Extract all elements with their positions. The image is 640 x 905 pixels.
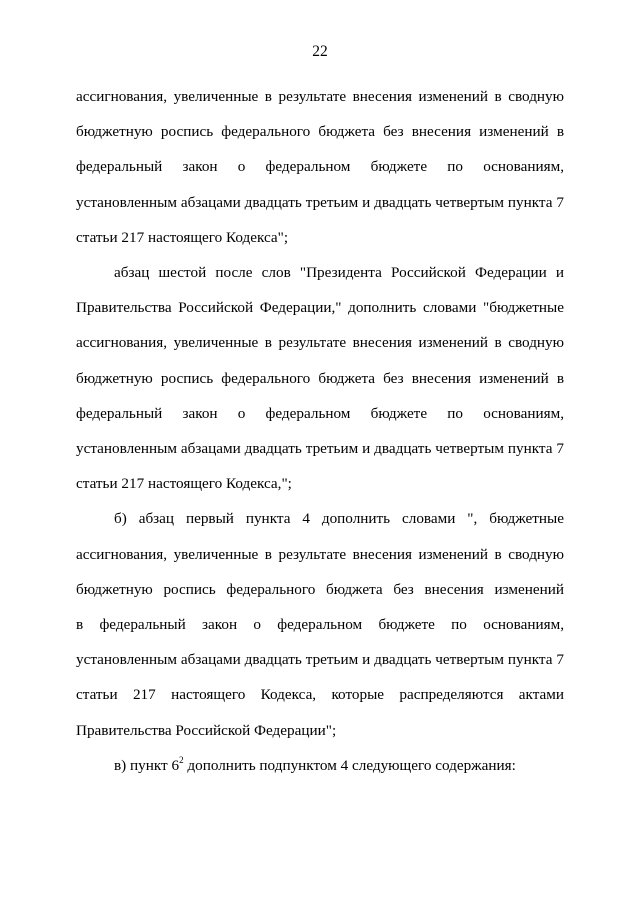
text-line: федеральный закон о федеральном бюджете по основаниям, [76, 158, 564, 176]
text-line: ассигнования, увеличенные в результате внесения изменений в сводную [76, 545, 564, 563]
text-line: бюджетную роспись федерального бюджета без внесения изменений [76, 580, 564, 598]
text-line [76, 748, 564, 783]
text-line: Правительства Российской Федерации"; [76, 721, 337, 739]
text-line: ассигнования, увеличенные в результате внесения изменений в сводную [76, 88, 564, 105]
text-line: федеральный закон о федеральном бюджете по основаниям, [76, 404, 564, 422]
paragraph-1 [76, 79, 564, 255]
text-line: абзац шестой после слов "Президента Российской Федерации и [114, 264, 564, 282]
document-body [76, 79, 564, 783]
text-line: установленным абзацами двадцать третьим и двадцать четвертым пункта 7 [76, 193, 564, 211]
text-line: установленным абзацами двадцать третьим и двадцать четвертым пункта 7 [76, 440, 564, 458]
paragraph-2 [76, 255, 564, 501]
paragraph-3 [76, 501, 564, 747]
text-line: бюджетную роспись федерального бюджета без внесения изменений в [76, 369, 564, 387]
text-line: установленным абзацами двадцать третьим и двадцать четвертым пункта 7 [76, 651, 564, 669]
text-line: статьи 217 настоящего Кодекса, которые распределяются актами [76, 686, 564, 704]
text-line: б) абзац первый пункта 4 дополнить словами ", бюджетные [114, 510, 564, 528]
text-line: в федеральный закон о федеральном бюджете по основаниям, [76, 616, 564, 634]
text-line: бюджетную роспись федерального бюджета без внесения изменений в [76, 123, 564, 141]
page-number: 22 [312, 43, 328, 60]
superscript: 2 [179, 754, 184, 765]
text-line: статьи 217 настоящего Кодекса,"; [76, 475, 292, 493]
text-line: Правительства Российской Федерации," дополнить словами "бюджетные [76, 299, 564, 317]
text-line: ассигнования, увеличенные в результате внесения изменений в сводную [76, 334, 564, 352]
text-segment: дополнить подпунктом 4 следующего содержания: [183, 756, 516, 774]
paragraph-4 [76, 748, 564, 783]
text-segment: в) пункт 6 [114, 756, 180, 774]
text-line: статьи 217 настоящего Кодекса"; [76, 228, 289, 246]
